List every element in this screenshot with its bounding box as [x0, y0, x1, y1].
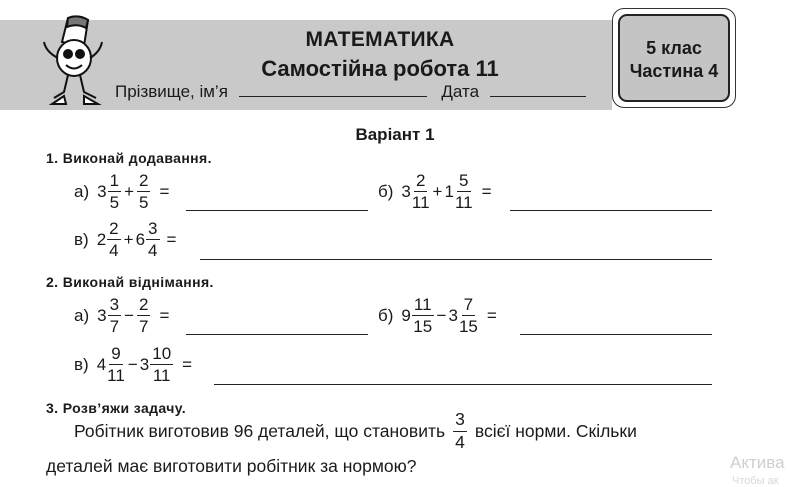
grade-box [612, 8, 736, 108]
task-1-title: 1. Виконай додавання. [46, 150, 212, 166]
denominator: 15 [413, 317, 433, 336]
item-label: б) [378, 305, 394, 325]
fraction [107, 345, 125, 384]
task-2a-expression [74, 296, 171, 335]
answer-line [510, 210, 712, 211]
task-1b-expression [378, 172, 494, 211]
equals-sign: = [159, 181, 170, 201]
item-label: в) [74, 354, 89, 374]
whole-part: 4 [96, 354, 107, 374]
fraction [412, 172, 430, 211]
numerator: 3 [109, 295, 120, 314]
equals-sign: = [486, 305, 497, 325]
fraction [108, 172, 121, 211]
fraction [453, 411, 467, 451]
denominator: 11 [152, 366, 171, 385]
item-label: а) [74, 181, 90, 201]
pencil-mascot-icon [38, 12, 110, 110]
numerator: 3 [453, 411, 467, 432]
denominator: 7 [109, 317, 120, 336]
subject-title: МАТЕМАТИКА [305, 28, 455, 51]
equals-sign: = [481, 181, 492, 201]
answer-line [186, 210, 368, 211]
numerator: 11 [413, 295, 432, 314]
operator: + [123, 229, 134, 249]
part-label: Частина 4 [629, 61, 719, 81]
denominator: 7 [139, 317, 149, 336]
name-date-line [115, 82, 586, 102]
denominator: 15 [458, 317, 478, 336]
fraction [108, 296, 121, 335]
operator: − [436, 305, 447, 325]
numerator: 10 [152, 344, 172, 363]
task-1a-expression [74, 172, 171, 211]
whole-part: 6 [135, 229, 146, 249]
fraction [137, 296, 150, 335]
denominator: 11 [454, 193, 473, 212]
denominator: 11 [411, 193, 430, 212]
answer-line [186, 334, 368, 335]
whole-part: 3 [97, 305, 107, 325]
task-2-title: 2. Виконай віднімання. [46, 274, 214, 290]
denominator: 5 [139, 193, 149, 212]
equals-sign: = [159, 305, 170, 325]
equals-sign: = [182, 354, 193, 374]
task-3-title: 3. Розв’яжи задачу. [46, 400, 187, 416]
whole-part: 2 [96, 229, 107, 249]
fraction [107, 220, 120, 259]
name-blank [239, 84, 427, 97]
task-3-line1 [74, 411, 637, 451]
grade-label: 5 клас [646, 38, 702, 58]
denominator: 5 [109, 193, 120, 212]
fraction [146, 220, 159, 259]
numerator: 7 [463, 295, 474, 314]
fraction [455, 172, 473, 211]
answer-line [520, 334, 712, 335]
work-title: Самостійна робота 11 [261, 56, 499, 81]
operator: − [127, 354, 138, 374]
numerator: 2 [415, 171, 426, 190]
problem-text: Робітник виготовив 96 деталей, що становить [74, 420, 446, 441]
item-label: б) [378, 181, 394, 201]
numerator: 1 [109, 171, 120, 190]
date-blank [490, 84, 586, 97]
item-label: в) [74, 229, 89, 249]
problem-text: всієї норми. Скільки [474, 420, 637, 441]
date-label: Дата [441, 82, 480, 101]
fraction [412, 296, 434, 335]
denominator: 4 [455, 431, 465, 452]
denominator: 11 [107, 366, 125, 385]
operator: + [432, 181, 443, 201]
fraction [150, 345, 173, 384]
task-1c-expression [74, 220, 178, 259]
answer-line [200, 259, 712, 260]
name-label: Прізвище, ім’я [115, 82, 228, 101]
fraction [459, 296, 478, 335]
item-label: а) [74, 305, 90, 325]
whole-part: 3 [448, 305, 458, 325]
task-3-line2: деталей має виготовити робітник за нормою? [46, 456, 417, 476]
equals-sign: = [166, 229, 177, 249]
whole-part: 9 [401, 305, 411, 325]
whole-part: 3 [401, 181, 411, 201]
variant-title: Варіант 1 [355, 125, 435, 144]
operator: − [124, 305, 134, 325]
denominator: 4 [109, 241, 119, 260]
numerator: 2 [139, 171, 149, 190]
operator: + [124, 181, 134, 201]
fraction [137, 172, 150, 211]
numerator: 2 [109, 219, 119, 238]
activation-watermark: Актива [730, 453, 785, 472]
numerator: 5 [459, 171, 469, 190]
whole-part: 1 [444, 181, 454, 201]
whole-part: 3 [97, 181, 107, 201]
denominator: 4 [148, 241, 158, 260]
activation-watermark-sub: Чтобы ак [732, 475, 779, 487]
numerator: 2 [139, 295, 149, 314]
task-2b-expression [378, 296, 499, 335]
numerator: 3 [148, 219, 158, 238]
whole-part: 3 [139, 354, 150, 374]
task-2c-expression [74, 345, 194, 384]
numerator: 9 [111, 344, 121, 363]
grade-inner [618, 14, 730, 102]
answer-line [214, 384, 712, 385]
